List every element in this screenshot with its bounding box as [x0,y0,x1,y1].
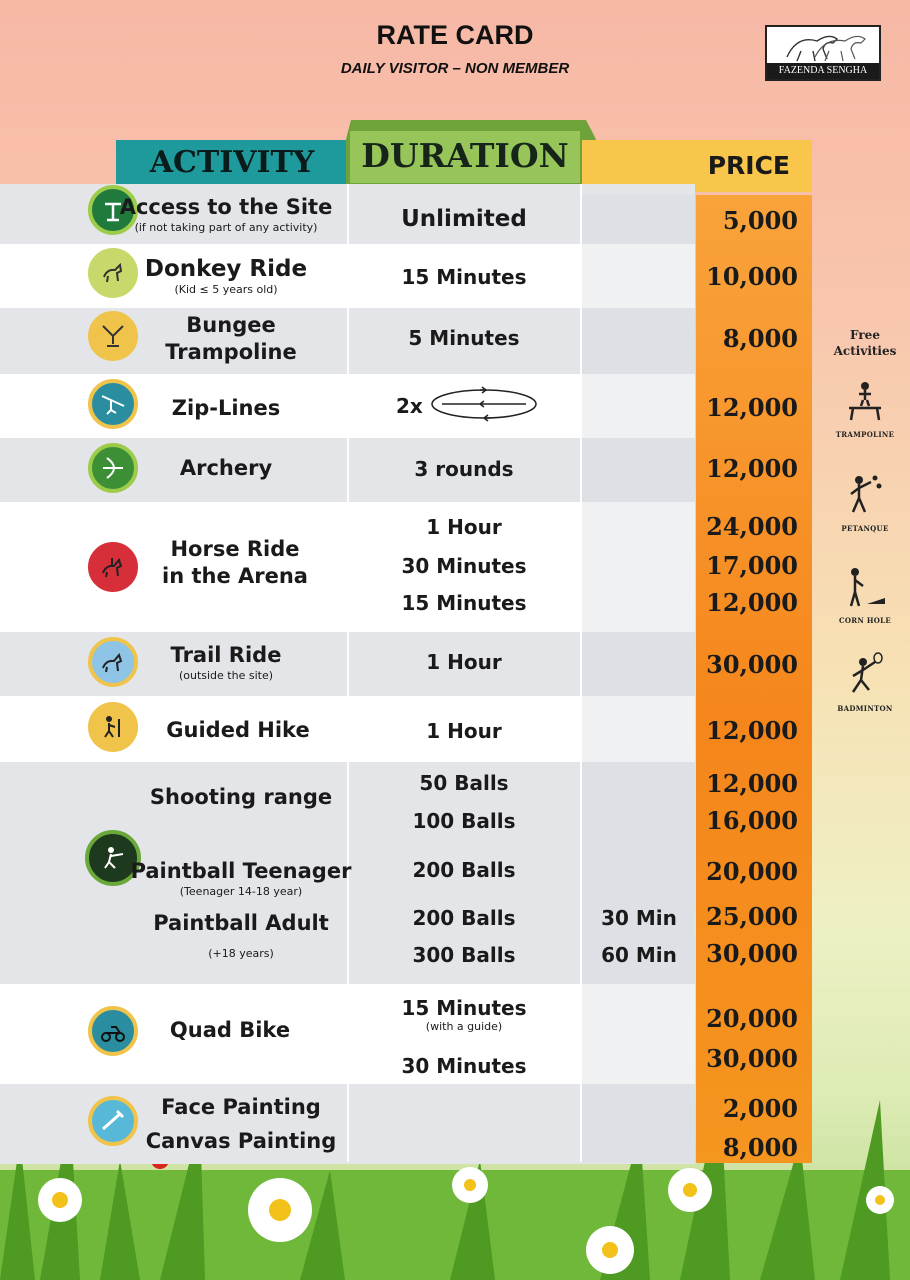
price-value: 20,000 [706,857,798,886]
free-activity-label: BADMINTON [837,704,893,713]
activity-note: (Teenager 14-18 year) [179,885,303,898]
horse-ride-icon [88,542,138,592]
round-trip-loop-icon [430,384,538,424]
free-activity-badminton [828,652,902,713]
activity-name: Donkey Ride [144,256,308,282]
extra-column [582,195,696,1163]
price-value: 12,000 [706,393,798,422]
free-activity-petanque [828,472,902,533]
duration-value: 50 Balls [419,771,509,795]
activity-name: Access to the Site [119,195,333,219]
price-value: 16,000 [706,806,798,835]
activity-name: Paintball Teenager [130,859,352,883]
duration-value: 100 Balls [412,809,516,833]
free-activity-corn-hole [828,564,902,625]
price-value: 30,000 [706,650,798,679]
free-activity-label: TRAMPOLINE [835,430,895,439]
activity-face-painting: Face Painting [161,1095,321,1119]
duration-value: 1 Hour [426,515,502,539]
free-activities-title: Free Activities [833,328,897,358]
activity-guided-hike: Guided Hike [166,718,310,742]
bungee-trampoline-icon [88,311,138,361]
activity-canvas-painting: Canvas Painting [145,1129,337,1153]
duration-note: (with a guide) [425,1020,503,1033]
paintball-time: 60 Min [601,943,677,967]
price-value: 8,000 [722,1133,798,1162]
page-title: RATE CARD [376,20,534,50]
paintball-time: 30 Min [601,906,677,930]
activity-note: (+18 years) [208,947,274,960]
petanque-icon [841,472,889,520]
activity-note: (if not taking part of any activity) [134,221,318,234]
price-value: 10,000 [706,262,798,291]
duration-value: 2x [396,394,423,418]
free-activity-label: CORN HOLE [839,616,891,625]
trampoline-icon [841,378,889,426]
price-value: 24,000 [706,512,798,541]
activity-paintball-adult [125,910,357,961]
price-value: 8,000 [722,324,798,353]
quad-bike-duration [348,996,580,1033]
price-value: 2,000 [722,1094,798,1123]
price-value: 30,000 [706,939,798,968]
duration-value: 3 rounds [414,457,514,481]
price-column-header: PRICE [582,140,812,192]
duration-value: 200 Balls [412,906,516,930]
duration-value: 1 Hour [426,650,502,674]
activity-note: (outside the site) [178,669,274,682]
logo-text: FAZENDA SENGHA [767,63,879,79]
activity-name: Paintball Adult [153,911,329,935]
price-value: 5,000 [722,206,798,235]
price-value: 17,000 [706,551,798,580]
activity-archery: Archery [179,456,273,480]
duration-value: 1 Hour [426,719,502,743]
column-divider [580,184,582,1162]
free-activity-label: PETANQUE [841,524,889,533]
brand-logo [765,25,881,81]
activity-trail-ride [110,642,342,683]
duration-value: 15 Minutes [401,591,527,615]
duration-value: 30 Minutes [401,554,527,578]
activity-note: (Kid ≤ 5 years old) [174,283,278,296]
activity-donkey-ride [110,256,342,297]
free-activity-trampoline [828,378,902,439]
duration-column-header: DURATION [350,131,580,183]
activity-horse-ride: Horse Ride in the Arena [162,537,308,588]
price-value: 25,000 [706,902,798,931]
activity-shooting-range: Shooting range [149,785,333,809]
activity-access-site [110,194,342,235]
duration-value: 300 Balls [412,943,516,967]
activity-quad-bike: Quad Bike [169,1018,291,1042]
price-value: 12,000 [706,588,798,617]
page-subtitle: DAILY VISITOR – NON MEMBER [340,60,570,77]
duration-value: 200 Balls [412,858,516,882]
price-value: 12,000 [706,769,798,798]
activity-zip-lines: Zip-Lines [171,396,281,420]
duration-value: 15 Minutes [401,996,527,1020]
price-value: 20,000 [706,1004,798,1033]
activity-paintball-teenager [125,858,357,899]
duration-value: 15 Minutes [401,265,527,289]
duration-value: 30 Minutes [401,1054,527,1078]
horses-logo-icon [767,27,879,65]
activity-name: Trail Ride [170,643,282,667]
duration-value: Unlimited [401,206,527,232]
duration-value: 5 Minutes [408,326,520,350]
price-value: 12,000 [706,716,798,745]
corn-hole-icon [841,564,889,612]
activity-column-header: ACTIVITY [116,140,348,184]
price-value: 12,000 [706,454,798,483]
badminton-icon [841,652,889,700]
price-value: 30,000 [706,1044,798,1073]
activity-bungee-trampoline: Bungee Trampoline [165,313,297,364]
